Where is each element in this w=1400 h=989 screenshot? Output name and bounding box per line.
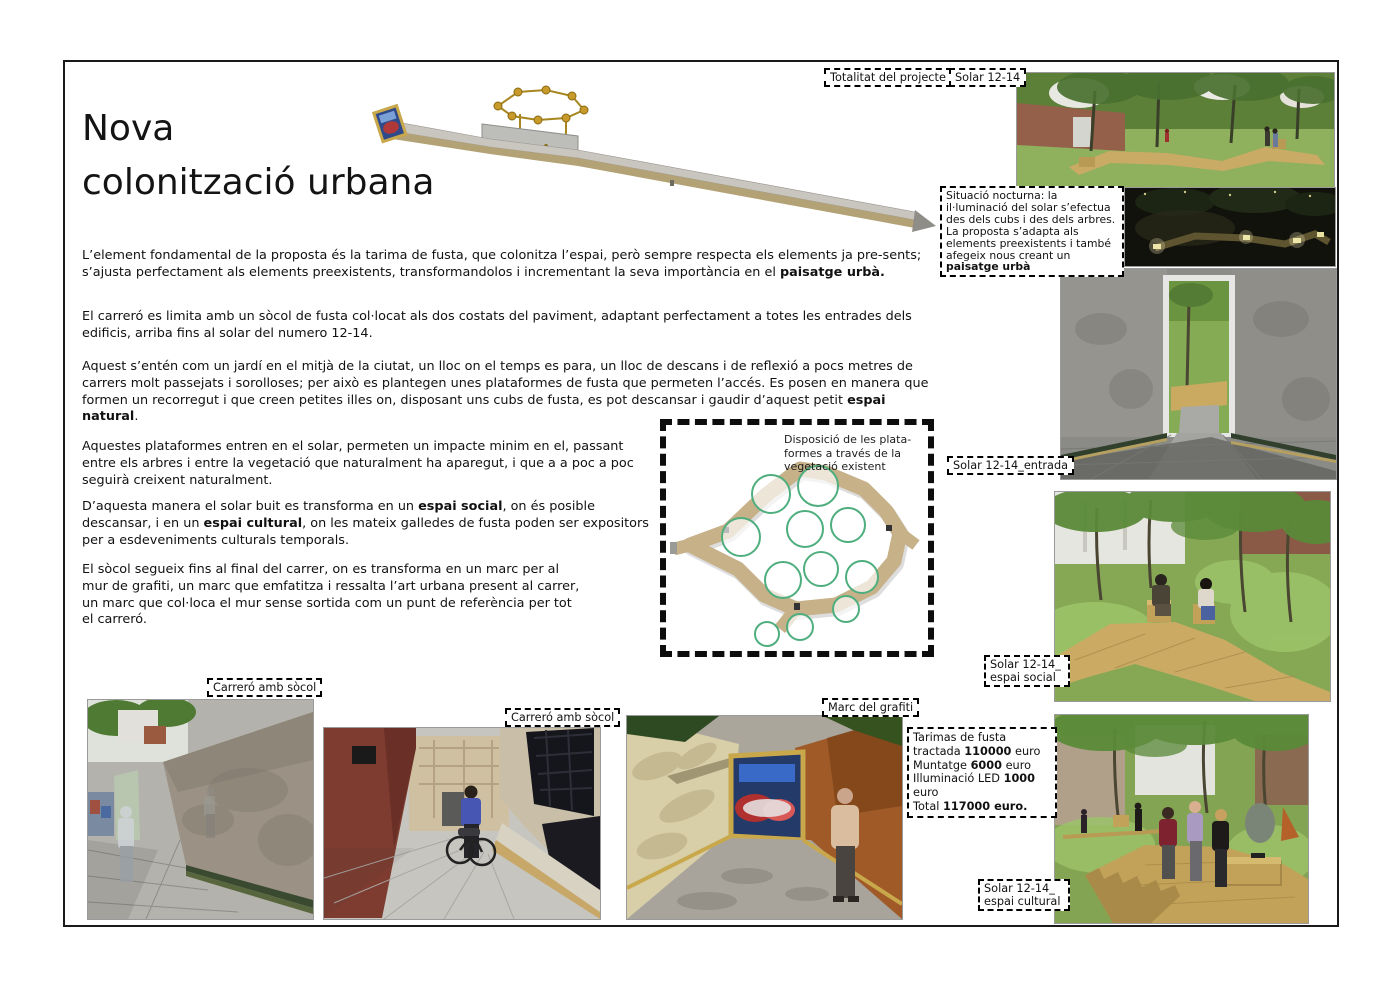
text-segment: El carreró es limita amb un sòcol de fusta col·locat als dos costats del paviment, adaptant perfectament a totes les entrades dels edificis, arriba fins al solar del numero 12-14. (82, 309, 912, 341)
photo-alley-wall (88, 700, 313, 919)
label-espai-social (984, 655, 1070, 687)
cost-line-2 (913, 759, 1051, 773)
cost-line-1 (913, 731, 1051, 759)
render-entrada (1061, 269, 1336, 479)
label-line: espai cultural (984, 895, 1061, 908)
text-segment: D’aquesta manera el solar buit es transforma en un (82, 499, 419, 514)
photo-marc-grafiti (626, 715, 903, 920)
deck-3d-render (370, 84, 940, 244)
render-espai-social (1055, 492, 1330, 701)
photo-graffiti-alley (627, 716, 902, 919)
paragraph-espais (82, 499, 657, 549)
cost-value: 117000 euro. (942, 799, 1028, 813)
text-segment: Total (913, 799, 943, 813)
render-solar-day (1017, 73, 1334, 187)
photo-espai-social (1054, 491, 1331, 702)
plan-diagram-box (660, 419, 934, 657)
text-segment: euro (1002, 758, 1032, 772)
photo-alley-bicycle (324, 728, 600, 919)
note-cost (907, 727, 1057, 818)
cost-line-total (913, 800, 1051, 814)
cost-value: 1000 (1003, 772, 1036, 786)
text-segment: El sòcol segueix fins al final del carrer, on es transforma en un marc per al mur de grafiti, un marc que emfatitza i ressalta l’art urbana present al carrer, un marc que col·loca el mur sense sortida com un punt de referència per tot el carreró. (82, 562, 580, 628)
label-espai-cultural (978, 879, 1070, 911)
title-line-1: Nova (82, 108, 175, 149)
photo-totalitat-projecte (1016, 72, 1335, 188)
photo-solar-entrada (1060, 268, 1337, 480)
text-segment: L’element fondamental de la proposta és la tarima de fusta, que colonitza l’espai, però sempre respecta els elements ja pre-sents; s’ajusta perfectament als elements preexistents, transformandolos i incrementant la seva importància en el (82, 248, 922, 280)
note-situacio-nocturna (940, 186, 1124, 277)
text-segment: Tarimas de fusta tractada (913, 731, 1007, 758)
text-segment-bold: espai natural (82, 392, 886, 425)
render-espai-cultural (1055, 715, 1308, 923)
label-solar-12-14: Solar 12-14 (949, 68, 1026, 87)
cost-line-3 (913, 772, 1051, 800)
label-line: espai social (990, 671, 1056, 684)
text-segment-bold: paisatge urbà (946, 260, 1031, 274)
text-segment: Aquestes plataformes entren en el solar, permeten un impacte minim en el, passant entre els arbres i entre la vegetació que naturalment ha aparegut, i que a a poc a poc seguirà creixent naturalment. (82, 439, 634, 488)
text-segment: Aquest s’entén com un jardí en el mitjà de la ciutat, un lloc on el temps es para, un lloc de descans i de reflexió a pocs metres de carrers molt passejats i sorolloses; per això es plantegen unes plataformes de fusta que permeten l’accés. Es posen en manera que formen un recorregut i que creen petites illes on, disposant uns cubs de fusta, es pot descansar i gaudir d’aquest petit (82, 359, 929, 408)
text-segment-bold: espai social (418, 499, 503, 514)
text-segment: Muntatge (913, 758, 971, 772)
photo-espai-cultural (1054, 714, 1309, 924)
label-totalitat-projecte: Totalitat del projecte (824, 68, 952, 87)
paragraph-marc (82, 562, 587, 629)
photo-carrero-socol-1 (87, 699, 314, 920)
label-solar-entrada: Solar 12-14_entrada (947, 456, 1074, 475)
photo-carrero-socol-2 (323, 727, 601, 920)
photo-situacio-nocturna (1124, 187, 1336, 267)
label-line: Solar 12-14_ (990, 658, 1061, 671)
label-line: Solar 12-14_ (984, 882, 1055, 895)
text-segment: . (134, 409, 139, 425)
label-marc-grafiti: Marc del grafiti (822, 698, 919, 717)
paragraph-plataformes (82, 439, 657, 489)
paragraph-socol (82, 309, 934, 343)
title-line-2: colonització urbana (82, 162, 435, 203)
paragraph-jardi (82, 359, 940, 426)
render-solar-night (1125, 188, 1335, 266)
cost-value: 110000 (964, 744, 1012, 758)
text-segment: euro (913, 786, 939, 800)
deck-3d-render-graphic (370, 84, 940, 244)
text-segment-bold: espai cultural (203, 515, 303, 531)
text-segment: Illuminació LED (913, 772, 1004, 786)
label-carrero-socol-2: Carreró amb sòcol (505, 708, 620, 727)
label-carrero-socol-1: Carreró amb sòcol (207, 678, 322, 697)
plan-caption: Disposició de les plata-formes a través de la vegetació existent (784, 433, 912, 473)
cost-value: 6000 (970, 758, 1003, 772)
text-segment: , on les mateix galledes de fusta poden ser expositors per a esdeveniments culturals temporals. (82, 515, 649, 548)
poster-board (63, 60, 1339, 927)
text-segment: euro (1011, 744, 1041, 758)
text-segment-bold: paisatge urbà. (779, 264, 885, 280)
paragraph-intro (82, 248, 934, 282)
text-segment: Situació nocturna: la il·luminació del solar s’efectua des dels cubs i des dels arbres. La proposta s’adapta als elements preexistents i també afegeix nous creant un (946, 189, 1116, 262)
text-segment: , on és posible descansar, i en un (82, 499, 595, 531)
